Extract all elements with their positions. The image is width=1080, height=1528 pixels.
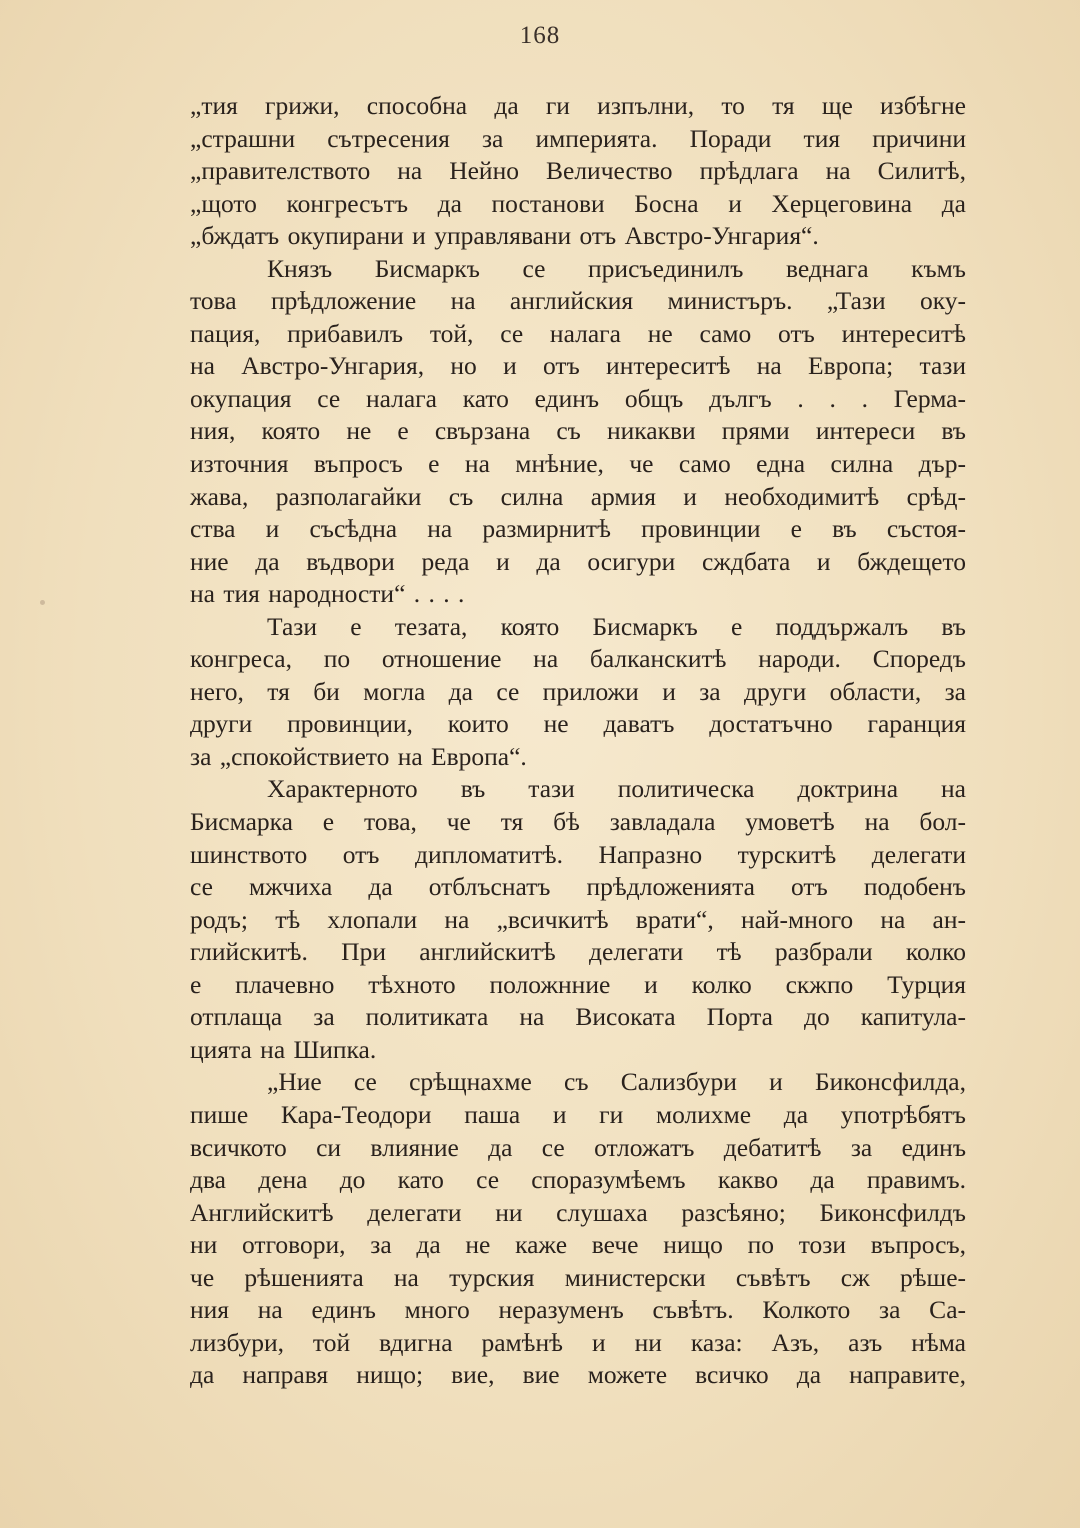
- text-line: ния, която не е свързана съ никакви прями интереси въ: [190, 416, 966, 446]
- text-line: на Австро-Унгария, но и отъ интереситѣ на Европа; тази: [190, 351, 966, 381]
- text-line: други провинции, които не даватъ достатъчно гаранция: [190, 709, 966, 739]
- text-line: лизбури, той вдигна рамѣнѣ и ни каза: Азъ, азъ нѣма: [190, 1327, 966, 1357]
- text-line: източния въпросъ е на мнѣние, че само една силна дър-: [190, 449, 966, 479]
- text-line: „Ние се срѣщнахме съ Сализбури и Биконсфилда,: [267, 1067, 966, 1097]
- text-line: жава, разполагайки съ силна армия и необходимитѣ срѣд-: [190, 481, 966, 511]
- text-line: „бждатъ окупирани и управлявани отъ Австро-Унгария“.: [190, 221, 819, 251]
- text-line: „щото конгресътъ да постанови Босна и Херцеговина да: [190, 188, 966, 218]
- text-line: на тия народности“ . . . .: [190, 579, 465, 609]
- text-line: „правителството на Нейно Величество прѣдлага на Силитѣ,: [190, 156, 966, 186]
- text-line: да направя нищо; вие, вие можете всичко да направите,: [190, 1360, 966, 1390]
- text-line: се мжчиха да отблъснатъ прѣдложенията отъ подобенъ: [190, 872, 966, 902]
- text-line: ния на единъ много неразуменъ съвѣтъ. Колкото за Са-: [190, 1295, 966, 1325]
- text-line: родъ; тѣ хлопали на „всичкитѣ врати“, най-много на ан-: [190, 904, 966, 934]
- text-line: конгреса, по отношение на балканскитѣ народи. Споредъ: [190, 644, 966, 674]
- text-line: шинството отъ дипломатитѣ. Напразно турскитѣ делегати: [190, 839, 966, 869]
- text-line: „тия грижи, способна да ги изпълни, то тя ще избѣгне: [190, 91, 966, 120]
- text-line: него, тя би могла да се приложи и за други области, за: [190, 676, 966, 706]
- body-text: [190, 90, 966, 1392]
- text-line: пация, прибавилъ той, се налага не само отъ интереситѣ: [190, 318, 966, 348]
- text-line: ства и съсѣдна на размирнитѣ провинции е въ състоя-: [190, 514, 966, 544]
- text-line: Князъ Бисмаркъ се присъединилъ веднага къмъ: [267, 253, 966, 283]
- text-line: окупация се налага като единъ общъ дългъ . . . Герма-: [190, 383, 966, 413]
- text-line: Характерното въ тази политическа доктрина на: [267, 774, 966, 804]
- text-line: пише Кара-Теодори паша и ги молихме да употрѣбятъ: [190, 1099, 966, 1129]
- text-line: Английскитѣ делегати ни слушаха разсѣяно; Биконсфилдъ: [190, 1197, 966, 1227]
- paper-speck: [40, 600, 45, 605]
- text-line: това прѣдложение на английския министъръ. „Тази оку-: [190, 286, 966, 316]
- text-line: два дена до като се споразумѣемъ какво да правимъ.: [190, 1165, 966, 1195]
- text-line: глийскитѣ. При английскитѣ делегати тѣ разбрали колко: [190, 937, 966, 967]
- text-line: ни отговори, за да не каже вече нищо по този въпросъ,: [190, 1230, 966, 1260]
- text-line: отплаща за политиката на Високата Порта до капитула-: [190, 1002, 966, 1032]
- text-line: „страшни сътресения за империята. Поради тия причини: [190, 123, 966, 153]
- text-line: ние да въдвори реда и да осигури сждбата и бждещето: [190, 546, 966, 576]
- text-line: цията на Шипка.: [190, 1034, 377, 1064]
- page-number: 168: [519, 22, 561, 49]
- text-line: за „спокойствието на Европа“.: [190, 741, 527, 771]
- text-line: Бисмарка е това, че тя бѣ завладала умоветѣ на бол-: [190, 807, 966, 837]
- text-line: Тази е тезата, която Бисмаркъ е поддържалъ въ: [267, 611, 966, 641]
- text-line: е плачевно тѣхното положнние и колко скжпо Турция: [190, 969, 966, 999]
- text-line: всичкото си влияние да се отложатъ дебатитѣ за единъ: [190, 1132, 966, 1162]
- text-line: че рѣшенията на турския министерски съвѣтъ сж рѣше-: [190, 1262, 966, 1292]
